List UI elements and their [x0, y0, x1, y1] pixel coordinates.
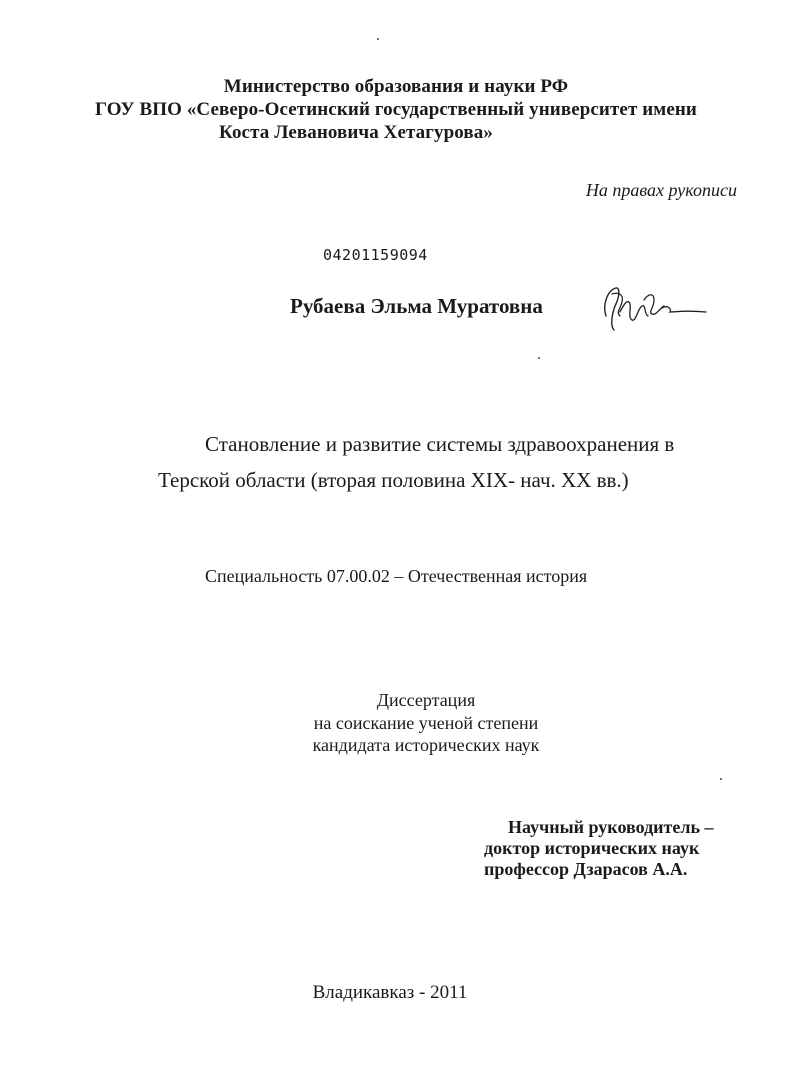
supervisor-name: профессор Дзарасов А.А.	[484, 859, 688, 879]
degree-line: на соискание ученой степени	[313, 713, 539, 733]
ministry-heading: Министерство образования и науки РФ	[223, 76, 569, 97]
specialty: Специальность 07.00.02 – Отечественная история	[205, 566, 588, 586]
author-name: Рубаева Эльма Муратовна	[290, 294, 543, 318]
supervisor-degree: доктор исторических наук	[484, 838, 700, 858]
scan-speck	[720, 778, 722, 780]
university-heading-line2: Коста Левановича Хетагурова»	[219, 122, 493, 143]
city-year: Владикавказ - 2011	[312, 982, 468, 1003]
dissertation-label: Диссертация	[376, 690, 476, 710]
author-signature-icon	[598, 282, 708, 334]
scan-speck	[377, 38, 379, 40]
dissertation-title-line2: Терской области (вторая половина XIX- нач. XX вв.)	[158, 468, 629, 492]
manuscript-note: На правах рукописи	[585, 180, 737, 200]
dissertation-title-line1: Становление и развитие системы здравоохранения в	[205, 432, 675, 456]
inventory-number: 04201159094	[323, 246, 428, 264]
university-heading-line1: ГОУ ВПО «Северо-Осетинский государственный университет имени	[95, 99, 697, 120]
degree-field-line: кандидата исторических наук	[312, 735, 540, 755]
supervisor-label: Научный руководитель –	[508, 817, 714, 837]
scan-speck	[538, 357, 540, 359]
